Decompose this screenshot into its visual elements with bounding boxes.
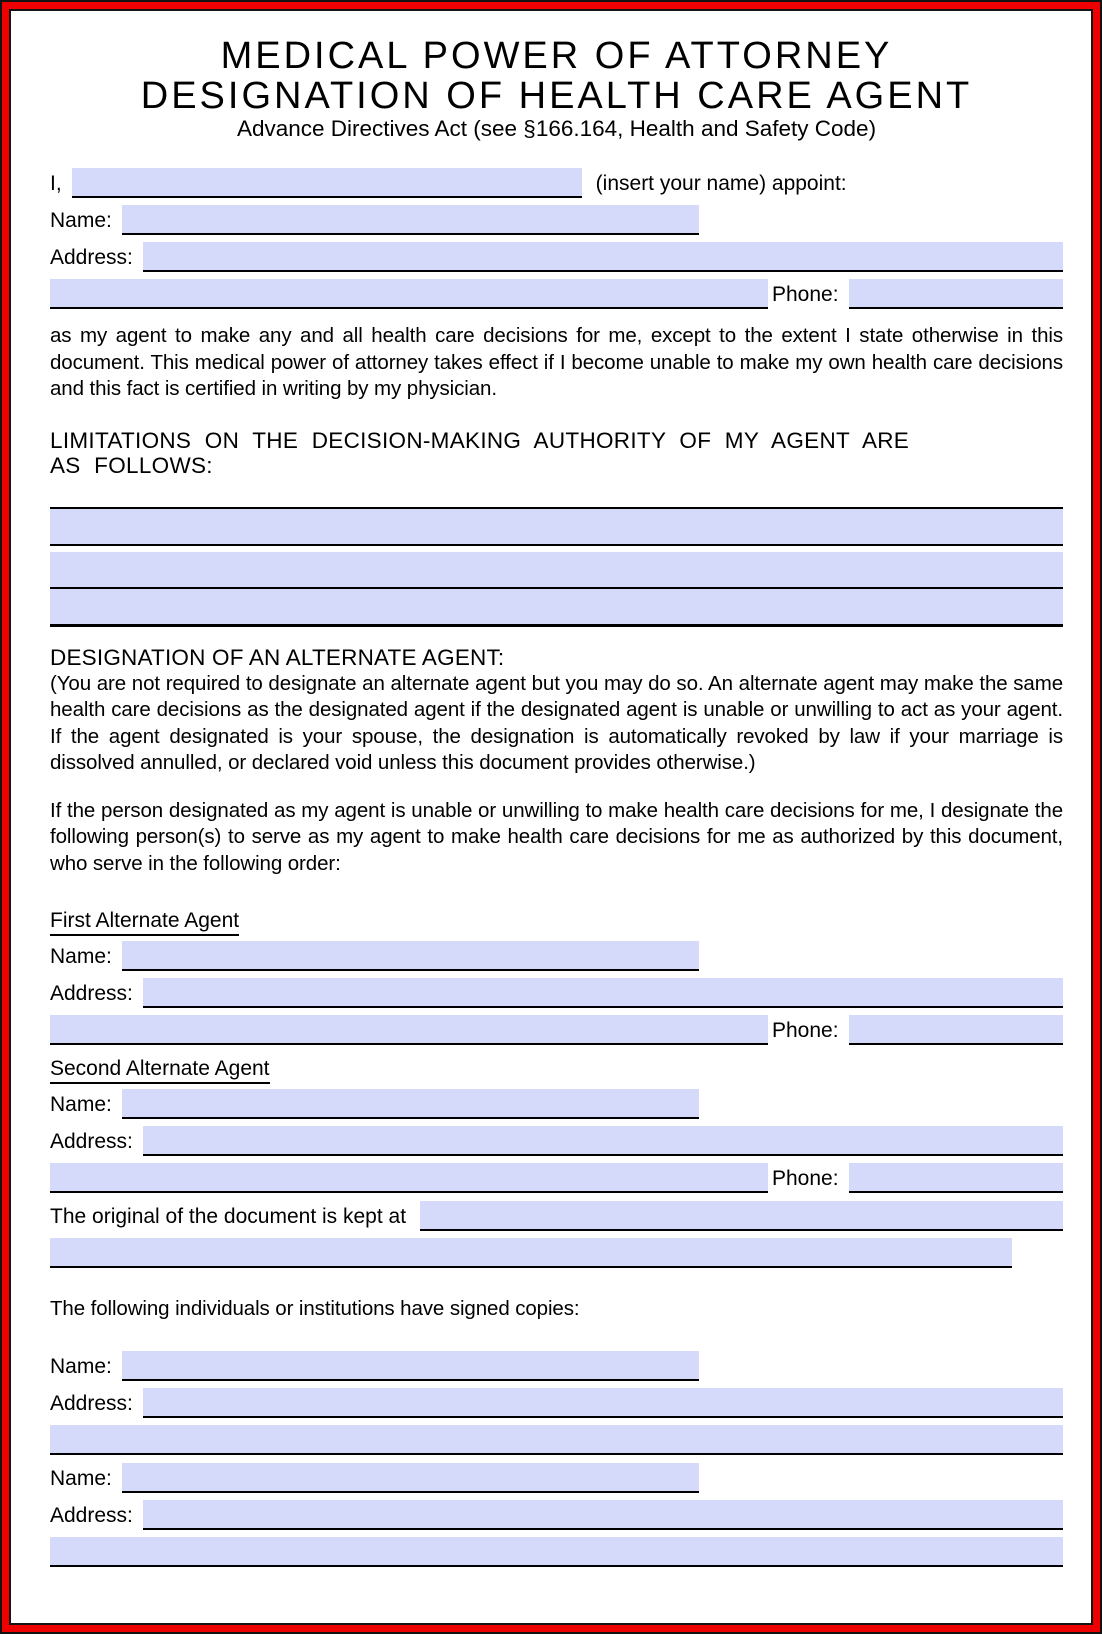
form-title-line1: MEDICAL POWER OF ATTORNEY bbox=[220, 35, 893, 77]
limitations-line-3[interactable] bbox=[50, 589, 1063, 627]
address-label: Address: bbox=[50, 1130, 133, 1153]
alternate-agent-intro: If the person designated as my agent is unable or unwilling to make health care decisions for me, I designate the following person(s) to serve as my agent to make health care decisions for me as authorized by this document, who serve in the following order: bbox=[50, 798, 1063, 875]
phone-label: Phone: bbox=[772, 1167, 839, 1190]
declarant-name-field[interactable] bbox=[72, 168, 582, 198]
limitations-heading-line1: LIMITATIONS ON THE DECISION-MAKING AUTHORITY OF MY AGENT ARE bbox=[50, 427, 910, 453]
second-alternate-address2-field[interactable] bbox=[50, 1163, 768, 1193]
original-kept-at-label: The original of the document is kept at bbox=[50, 1205, 407, 1228]
signed-copies-heading: The following individuals or institutions have signed copies: bbox=[50, 1297, 580, 1320]
original-location2-field[interactable] bbox=[50, 1238, 1012, 1268]
phone-label: Phone: bbox=[772, 283, 839, 306]
first-alternate-heading: First Alternate Agent bbox=[50, 909, 239, 936]
address-label: Address: bbox=[50, 1503, 133, 1527]
form-title-line2: DESIGNATION OF HEALTH CARE AGENT bbox=[140, 75, 973, 117]
copy2-address-field[interactable] bbox=[143, 1500, 1063, 1530]
name-label: Name: bbox=[50, 209, 112, 232]
copy1-name-field[interactable] bbox=[122, 1351, 699, 1381]
original-kept-at-row bbox=[50, 1201, 1063, 1231]
address-label: Address: bbox=[50, 1391, 133, 1415]
alternate-agent-note: (You are not required to designate an alternate agent but you may do so. An alternate agent may make the same health care decisions as the designated agent if the designated agent is unable or unwilling to act as your agent. If the agent designated is your spouse, the designation is automatically revoked by law if your marriage is dissolved annulled, or declared void unless this document provides otherwise.) bbox=[50, 671, 1063, 774]
limitations-lines bbox=[50, 507, 1063, 627]
copy1-address-field[interactable] bbox=[143, 1388, 1063, 1418]
first-alternate-phone-field[interactable] bbox=[849, 1015, 1063, 1045]
address-label: Address: bbox=[50, 246, 133, 269]
name-label: Name: bbox=[50, 1354, 112, 1378]
first-alternate-address2-field[interactable] bbox=[50, 1015, 768, 1045]
agent-name-field[interactable] bbox=[122, 205, 699, 235]
name-label: Name: bbox=[50, 1093, 112, 1116]
second-alternate-phone-field[interactable] bbox=[849, 1163, 1063, 1193]
agent-address-field[interactable] bbox=[143, 242, 1063, 272]
limitations-heading bbox=[50, 428, 1063, 478]
first-alternate-address-row bbox=[50, 978, 1063, 1008]
agent-address2-field[interactable] bbox=[50, 279, 768, 309]
declarant-prefix-label: I, bbox=[50, 172, 62, 195]
agent-address-row bbox=[50, 242, 1063, 272]
form-subtitle: Advance Directives Act (see §166.164, Health and Safety Code) bbox=[236, 116, 877, 141]
second-alternate-name-field[interactable] bbox=[122, 1089, 699, 1119]
copy1-address2-row bbox=[50, 1425, 1063, 1455]
first-alternate-name-row bbox=[50, 941, 1063, 971]
declarant-suffix-label: (insert your name) appoint: bbox=[595, 172, 847, 195]
name-label: Name: bbox=[50, 1466, 112, 1490]
second-alternate-name-row bbox=[50, 1089, 1063, 1119]
phone-label: Phone: bbox=[772, 1019, 839, 1042]
agent-phone-field[interactable] bbox=[849, 279, 1063, 309]
first-alternate-address-field[interactable] bbox=[143, 978, 1063, 1008]
copy2-address2-field[interactable] bbox=[50, 1537, 1063, 1567]
original-location-field[interactable] bbox=[420, 1201, 1063, 1231]
copy2-name-row bbox=[50, 1463, 1063, 1493]
name-label: Name: bbox=[50, 945, 112, 968]
first-alternate-name-field[interactable] bbox=[122, 941, 699, 971]
copy2-address-row bbox=[50, 1500, 1063, 1530]
agent-name-row bbox=[50, 205, 1063, 235]
second-alternate-heading-row bbox=[50, 1057, 1063, 1084]
copy2-name-field[interactable] bbox=[122, 1463, 699, 1493]
agent-powers-paragraph: as my agent to make any and all health care decisions for me, except to the extent I state otherwise in this document. This medical power of attorney takes effect if I become unable to make my own health care decisions and this fact is certified in writing by my physician. bbox=[50, 324, 1063, 400]
copy2-address2-row bbox=[50, 1537, 1063, 1567]
limitations-line-2[interactable] bbox=[50, 552, 1063, 589]
alternate-agent-heading: DESIGNATION OF AN ALTERNATE AGENT: bbox=[50, 644, 505, 670]
copy1-address-row bbox=[50, 1388, 1063, 1418]
second-alternate-heading: Second Alternate Agent bbox=[50, 1057, 270, 1084]
limitations-heading-line2: AS FOLLOWS: bbox=[50, 452, 213, 478]
agent-address2-phone-row bbox=[50, 279, 1063, 309]
copy1-name-row bbox=[50, 1351, 1063, 1381]
second-alternate-address-row bbox=[50, 1126, 1063, 1156]
address-label: Address: bbox=[50, 982, 133, 1005]
second-alternate-address2-phone-row bbox=[50, 1163, 1063, 1193]
limitations-line-1[interactable] bbox=[50, 507, 1063, 546]
first-alternate-address2-phone-row bbox=[50, 1015, 1063, 1045]
copy1-address2-field[interactable] bbox=[50, 1425, 1063, 1455]
first-alternate-heading-row bbox=[50, 909, 1063, 936]
original-location2-row bbox=[50, 1238, 1063, 1268]
second-alternate-address-field[interactable] bbox=[143, 1126, 1063, 1156]
declarant-row bbox=[50, 168, 1063, 198]
